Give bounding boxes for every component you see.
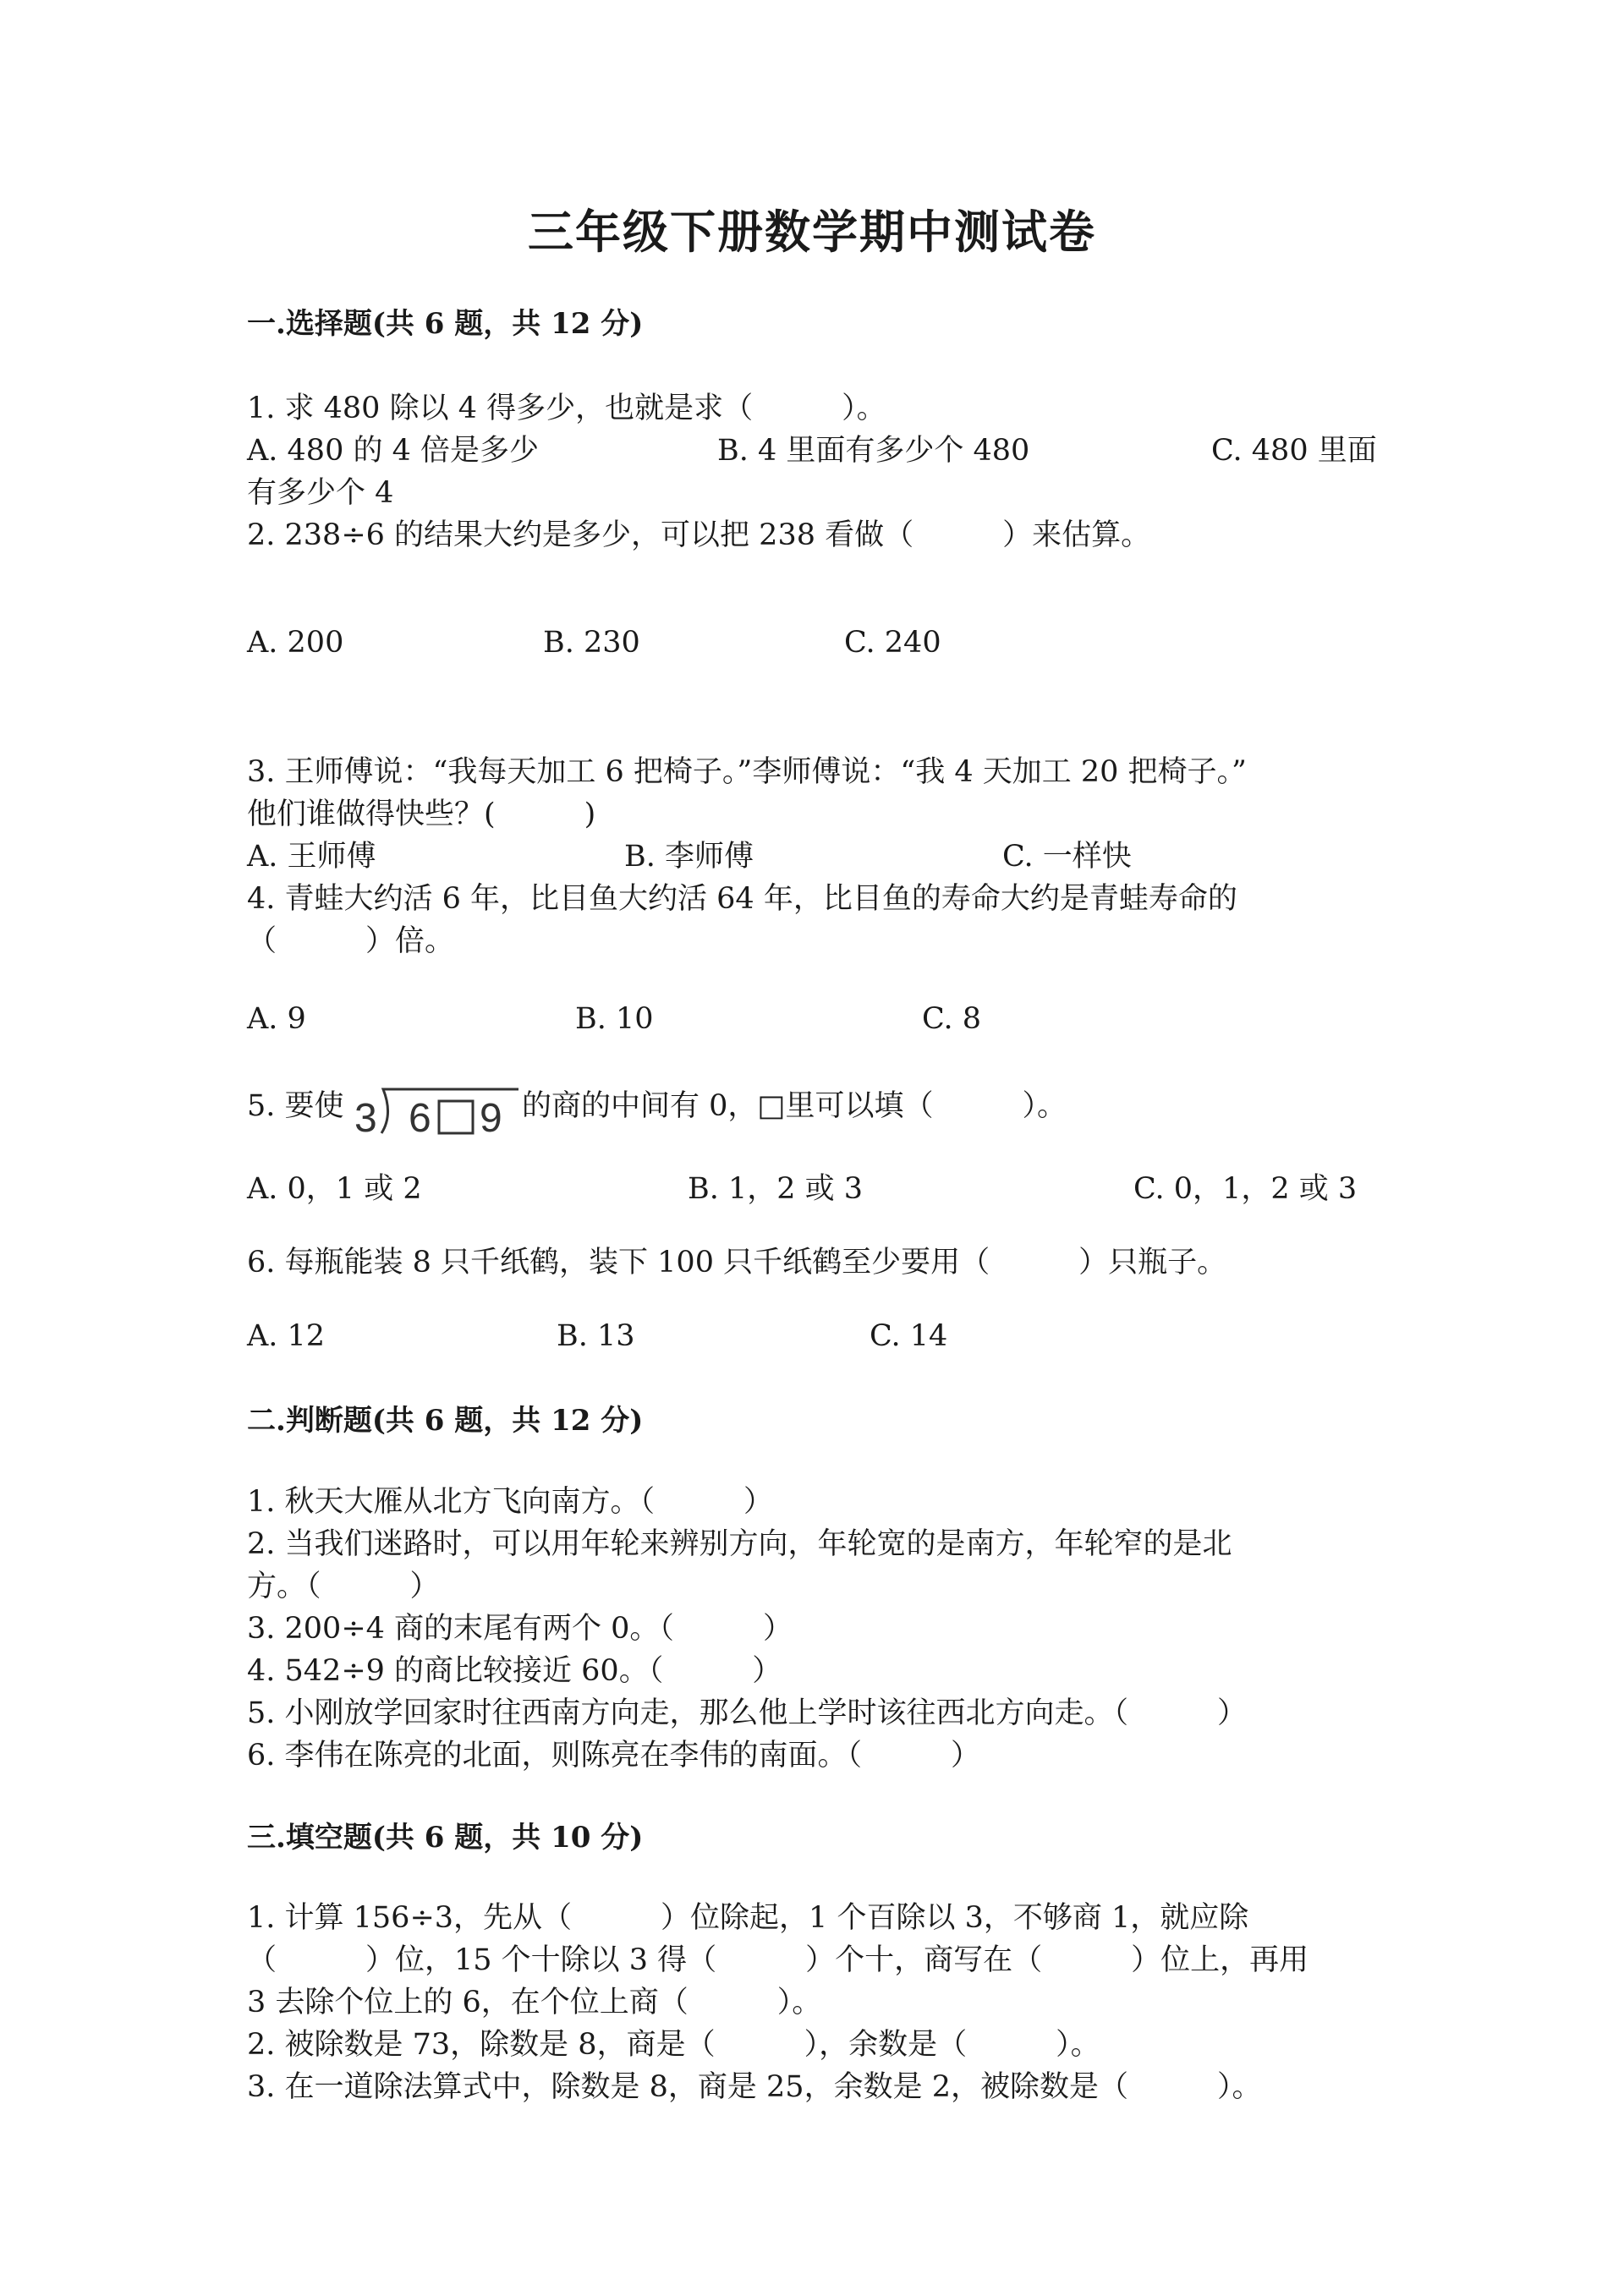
judge-item-1: 1. 秋天大雁从北方飞向南方。（ ）	[247, 1485, 774, 1519]
question-5-stem-post: 的商的中间有 0，□里可以填（ ）。	[522, 1089, 1067, 1123]
question-2-option-a: A. 200	[247, 626, 344, 660]
question-2-option-c: C. 240	[844, 626, 941, 660]
question-4-stem-cont: （ ）倍。	[247, 924, 455, 958]
division-divisor: 3	[354, 1096, 377, 1140]
question-1-option-c-cont: 有多少个 4	[247, 476, 394, 510]
judge-item-6: 6. 李伟在陈亮的北面，则陈亮在李伟的南面。（ ）	[247, 1739, 981, 1773]
fill-item-3: 3. 在一道除法算式中，除数是 8，商是 25，余数是 2，被除数是（ ）。	[247, 2070, 1262, 2104]
question-4-option-c: C. 8	[922, 1002, 982, 1036]
fill-item-2: 2. 被除数是 73，除数是 8，商是（ ），余数是（ ）。	[247, 2028, 1100, 2062]
section-heading-choice: 一.选择题(共 6 题，共 12 分)	[247, 307, 644, 341]
question-5-option-c: C. 0，1，2 或 3	[1133, 1172, 1358, 1206]
question-5-option-a: A. 0，1 或 2	[247, 1172, 422, 1206]
question-3-option-a: A. 王师傅	[247, 840, 376, 874]
judge-item-5: 5. 小刚放学回家时往西南方向走，那么他上学时该往西北方向走。（ ）	[247, 1696, 1248, 1730]
question-3-option-c: C. 一样快	[1002, 840, 1132, 874]
division-dividend-digit-1: 6	[409, 1096, 431, 1140]
fill-item-1: 1. 计算 156÷3，先从（ ）位除起，1 个百除以 3，不够商 1，就应除	[247, 1901, 1249, 1935]
judge-item-3: 3. 200÷4 商的末尾有两个 0。（ ）	[247, 1612, 793, 1646]
question-1-stem: 1. 求 480 除以 4 得多少，也就是求（ ）。	[247, 392, 886, 425]
section-heading-fill: 三.填空题(共 6 题，共 10 分)	[247, 1821, 644, 1855]
question-3-stem-cont: 他们谁做得快些？( )	[247, 797, 596, 831]
fill-item-1-cont-2: 3 去除个位上的 6，在个位上商（ ）。	[247, 1986, 822, 2019]
judge-item-2: 2. 当我们迷路时，可以用年轮来辨别方向，年轮宽的是南方，年轮窄的是北	[247, 1527, 1232, 1561]
long-division-figure	[351, 1072, 520, 1140]
question-1-option-a: A. 480 的 4 倍是多少	[247, 434, 539, 468]
question-2-stem: 2. 238÷6 的结果大约是多少，可以把 238 看做（ ）来估算。	[247, 518, 1151, 552]
question-1-option-b: B. 4 里面有多少个 480	[717, 434, 1030, 468]
question-6-stem: 6. 每瓶能装 8 只千纸鹤，装下 100 只千纸鹤至少要用（ ）只瓶子。	[247, 1246, 1227, 1280]
question-4-option-a: A. 9	[247, 1002, 306, 1036]
question-6-option-a: A. 12	[247, 1319, 326, 1353]
page-title: 三年级下册数学期中测试卷	[528, 205, 1096, 259]
long-division-svg	[351, 1072, 520, 1140]
question-2-option-b: B. 230	[543, 626, 640, 660]
question-5-stem-pre: 5. 要使	[247, 1089, 344, 1123]
division-blank-box	[439, 1101, 473, 1133]
division-dividend-digit-3: 9	[480, 1096, 502, 1140]
question-6-option-b: B. 13	[557, 1319, 635, 1353]
section-heading-judge: 二.判断题(共 6 题，共 12 分)	[247, 1404, 644, 1438]
judge-item-4: 4. 542÷9 的商比较接近 60。（ ）	[247, 1654, 782, 1688]
fill-item-1-cont-1: （ ）位，15 个十除以 3 得（ ）个十，商写在（ ）位上，再用	[247, 1943, 1309, 1977]
question-4-option-b: B. 10	[575, 1002, 654, 1036]
question-3-option-b: B. 李师傅	[624, 840, 754, 874]
question-5-option-b: B. 1，2 或 3	[688, 1172, 864, 1206]
judge-item-2-cont: 方。（ ）	[247, 1570, 440, 1603]
question-6-option-c: C. 14	[870, 1319, 948, 1353]
question-1-option-c: C. 480 里面	[1211, 434, 1377, 468]
question-3-stem: 3. 王师傅说：“我每天加工 6 把椅子。”李师傅说：“我 4 天加工 20 把椅子。”	[247, 755, 1247, 789]
question-4-stem: 4. 青蛙大约活 6 年，比目鱼大约活 64 年，比目鱼的寿命大约是青蛙寿命的	[247, 882, 1237, 916]
